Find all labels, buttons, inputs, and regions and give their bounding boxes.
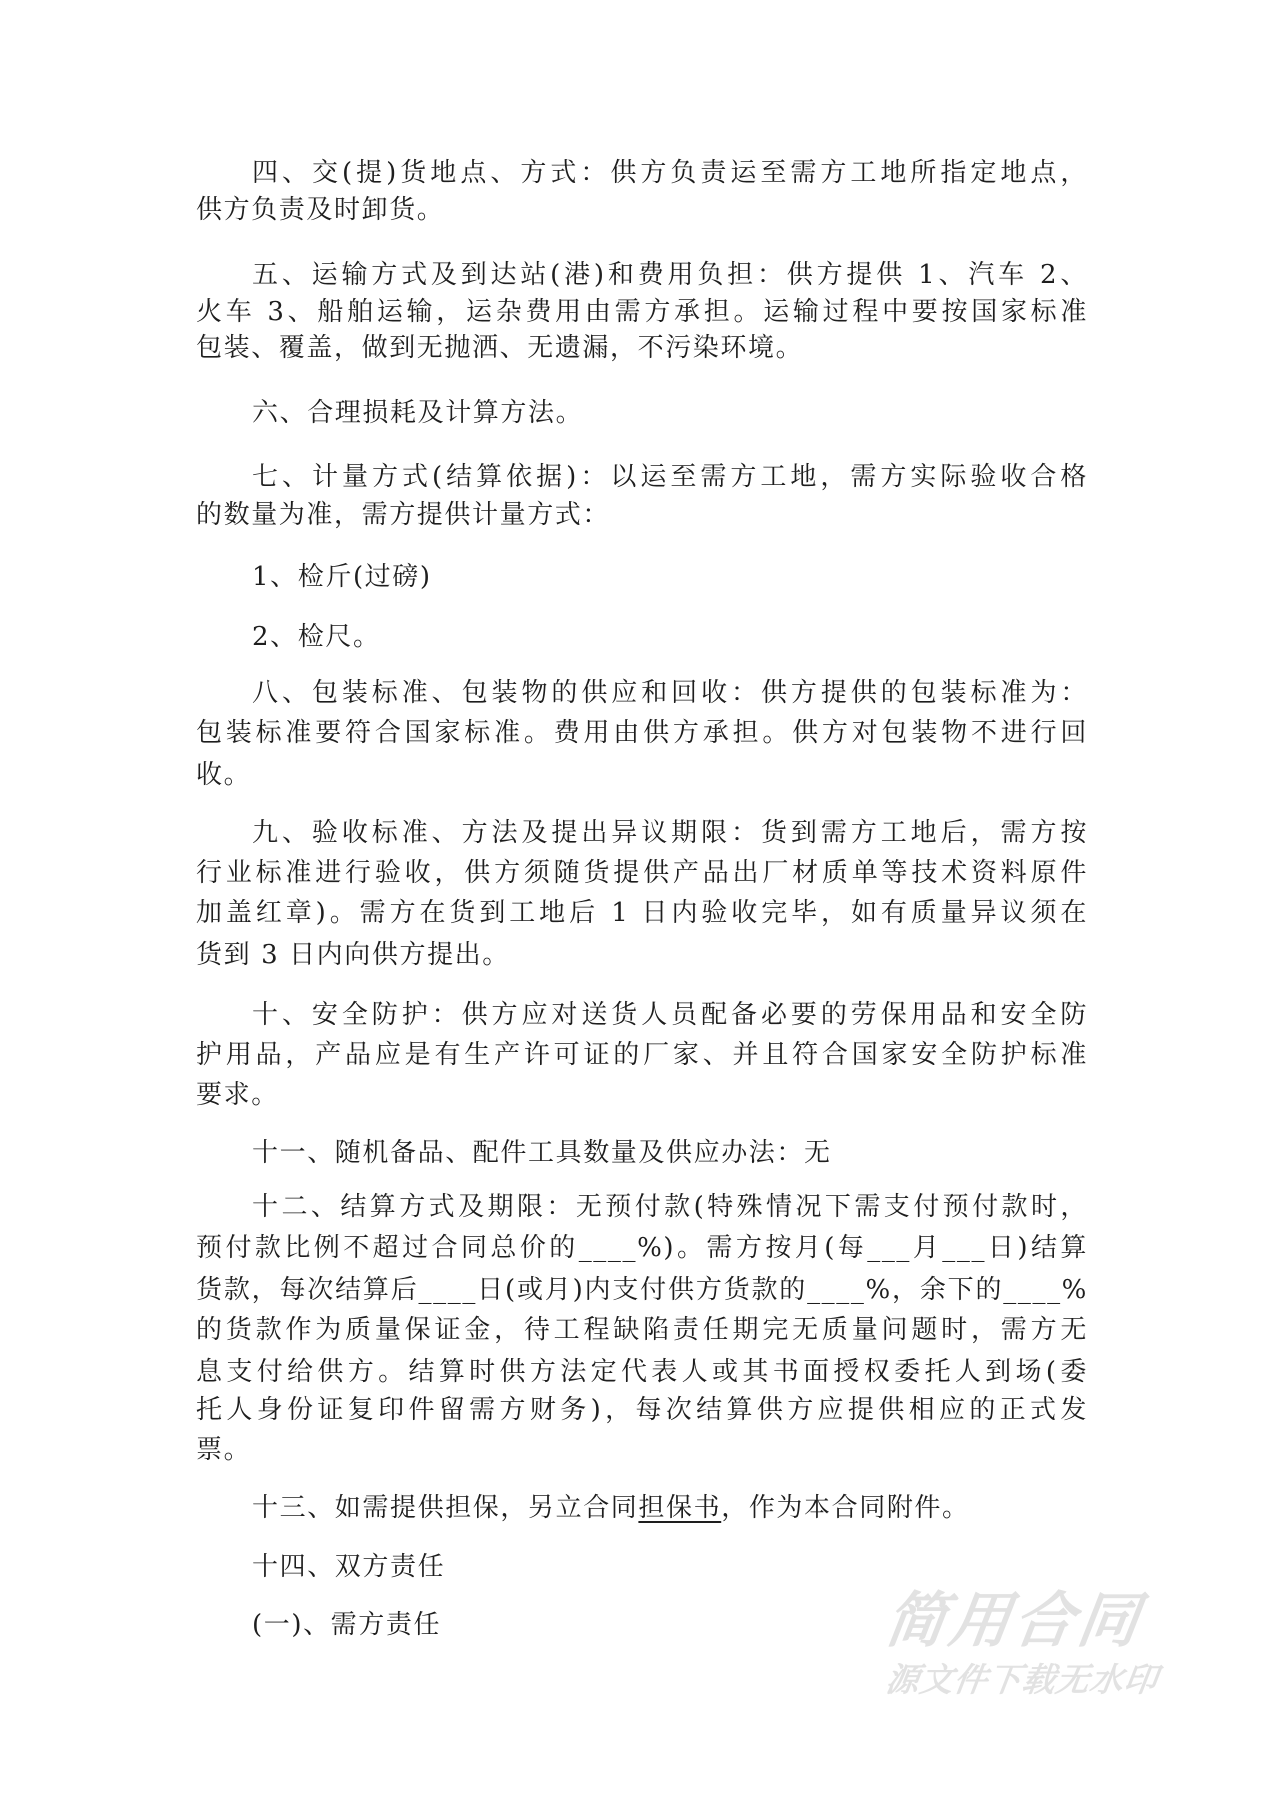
text-line: 要求。 [196,1080,279,1110]
text-line: 十、安全防护：供方应对送货人员配备必要的劳保用品和安全防 [252,1000,1088,1030]
watermark-title: 简用合同 [881,1586,1147,1656]
guarantee-letter-link[interactable]: 担保书 [638,1493,722,1523]
text-line: 行业标准进行验收，供方须随货提供产品出厂材质单等技术资料原件 [196,858,1088,888]
watermark-subtitle: 源文件下载无水印 [883,1660,1161,1699]
clause-13 [252,1488,1088,1528]
clause-13-text-before: 十三、如需提供担保，另立合同 [252,1493,639,1523]
text-line: 五、运输方式及到达站(港)和费用负担：供方提供 1、汽车 2、 [252,260,1088,290]
text-line: 六、合理损耗及计算方法。 [252,398,584,428]
clause-14-heading: 十四、双方责任 [252,1552,446,1582]
text-line: 四、交(提)货地点、方式：供方负责运至需方工地所指定地点， [252,158,1088,188]
text-line: 护用品，产品应是有生产许可证的厂家、并且符合国家安全防护标准 [196,1040,1088,1070]
clause-14-1-heading: (一)、需方责任 [252,1610,442,1640]
text-line: 包装标准要符合国家标准。费用由供方承担。供方对包装物不进行回 [196,718,1088,748]
text-line: 十二、结算方式及期限：无预付款(特殊情况下需支付预付款时， [252,1192,1088,1222]
text-line: 的数量为准，需方提供计量方式： [196,500,611,530]
text-line: 货到 3 日内向供方提出。 [196,940,510,970]
text-line: 息支付给供方。结算时供方法定代表人或其书面授权委托人到场(委 [196,1357,1088,1387]
text-line: 供方负责及时卸货。 [196,195,445,225]
text-line: 的货款作为质量保证金，待工程缺陷责任期完无质量问题时，需方无 [196,1315,1088,1345]
text-line: 托人身份证复印件留需方财务)，每次结算供方应提供相应的正式发 [196,1395,1088,1425]
text-line: 票。 [196,1435,252,1465]
text-line: 预付款比例不超过合同总价的____%)。需方按月(每___月___日)结算 [196,1233,1088,1263]
text-line: 1、检斤(过磅) [252,562,432,592]
text-line: 2、检尺。 [252,622,381,652]
text-line: 收。 [196,760,252,790]
clause-13-text-after: ，作为本合同附件。 [721,1493,970,1523]
text-line: 包装、覆盖，做到无抛洒、无遗漏，不污染环境。 [196,333,804,363]
text-line: 七、计量方式(结算依据)：以运至需方工地，需方实际验收合格 [252,462,1088,492]
text-line: 十一、随机备品、配件工具数量及供应办法：无 [252,1138,832,1168]
text-line: 火车 3、船舶运输，运杂费用由需方承担。运输过程中要按国家标准 [196,297,1088,327]
text-line: 货款，每次结算后____日(或月)内支付供方货款的____%，余下的____% [196,1275,1088,1305]
text-line: 八、包装标准、包装物的供应和回收：供方提供的包装标准为： [252,678,1088,708]
text-line: 加盖红章)。需方在货到工地后 1 日内验收完毕，如有质量异议须在 [196,898,1088,928]
text-line: 九、验收标准、方法及提出异议期限：货到需方工地后，需方按 [252,818,1088,848]
watermark [881,1586,1166,1700]
